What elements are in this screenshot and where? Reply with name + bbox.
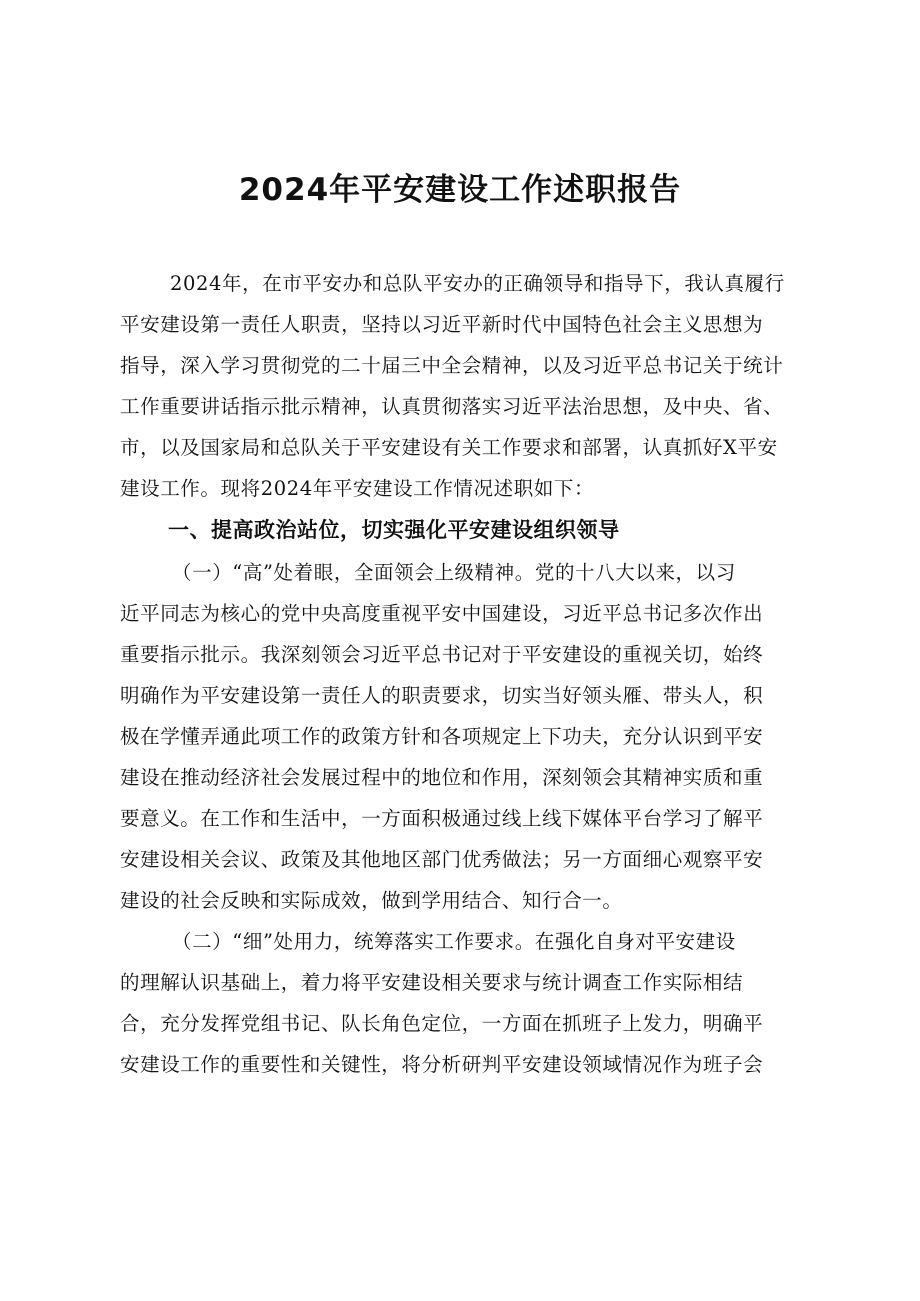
paragraph-line: 建设在推动经济社会发展过程中的地位和作用，深刻领会其精神实质和重 — [120, 766, 764, 789]
paragraph-line: 建设工作。现将2024年平安建设工作情况述职如下： — [120, 477, 595, 500]
paragraph-line: 合，充分发挥党组书记、队长角色定位，一方面在抓班子上发力，明确平 — [120, 1012, 764, 1035]
document-title: 2024年平安建设工作述职报告 — [238, 172, 682, 208]
paragraph-line: 的理解认识基础上，着力将平安建设相关要求与统计调查工作实际相结 — [120, 971, 744, 994]
paragraph-line: （一）“高”处着眼，全面领会上级精神。党的十八大以来，以习 — [172, 561, 736, 584]
paragraph-line: 极在学懂弄通此项工作的政策方针和各项规定上下功夫，充分认识到平安 — [120, 725, 764, 748]
paragraph-line: 市，以及国家局和总队关于平安建设有关工作要求和部署，认真抓好X平安 — [120, 436, 778, 459]
paragraph-line: 安建设工作的重要性和关键性，将分析研判平安建设领域情况作为班子会 — [120, 1053, 764, 1076]
paragraph-line: 建设的社会反映和实际成效，做到学用结合、知行合一。 — [120, 889, 623, 912]
paragraph-line: 近平同志为核心的党中央高度重视平安中国建设，习近平总书记多次作出 — [120, 602, 764, 625]
paragraph-line: 安建设相关会议、政策及其他地区部门优秀做法；另一方面细心观察平安 — [120, 848, 764, 871]
paragraph-line: 平安建设第一责任人职责，坚持以习近平新时代中国特色社会主义思想为 — [120, 313, 764, 336]
paragraph-line: （二）“细”处用力，统筹落实工作要求。在强化自身对平安建设 — [172, 930, 736, 953]
paragraph-line: 指导，深入学习贯彻党的二十届三中全会精神，以及习近平总书记关于统计 — [120, 354, 784, 377]
paragraph-line: 明确作为平安建设第一责任人的职责要求，切实当好领头雁、带头人，积 — [120, 684, 764, 707]
paragraph-line: 工作重要讲话指示批示精神，认真贯彻落实习近平法治思想，及中央、省、 — [120, 395, 784, 418]
paragraph-line: 2024年，在市平安办和总队平安办的正确领导和指导下，我认真履行 — [170, 272, 785, 295]
paragraph-line: 要意义。在工作和生活中，一方面积极通过线上线下媒体平台学习了解平 — [120, 807, 764, 830]
paragraph-line: 重要指示批示。我深刻领会习近平总书记对于平安建设的重视关切，始终 — [120, 643, 764, 666]
section-heading: 一、提高政治站位，切实强化平安建设组织领导 — [168, 518, 620, 542]
